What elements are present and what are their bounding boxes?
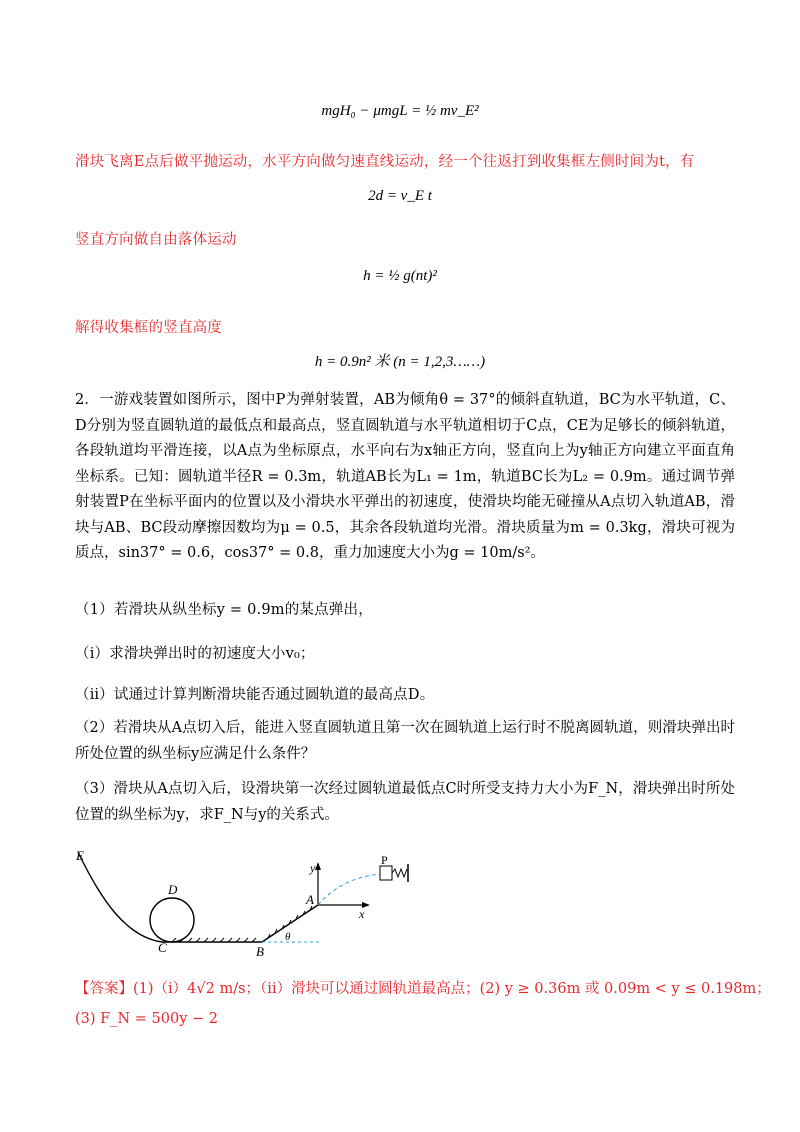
label-c: C — [158, 940, 167, 955]
answer-tag: 【答案】 — [75, 981, 133, 997]
question-3: （3）滑块从A点切入后，设滑块第一次经过圆轨道最低点C时所受支持力大小为F_N，滑块弹出时所处位置的纵坐标为y，求F_N与y的关系式。 — [75, 781, 735, 823]
launcher-p — [380, 866, 392, 880]
label-p: P — [381, 853, 388, 867]
curved-track-ce — [78, 852, 262, 942]
answer-line-2: (3) F_N = 500y − 2 — [75, 1011, 218, 1027]
energy-equation: mgH₀ − μmgL = ½ mv_E² — [321, 103, 479, 119]
label-y: y — [310, 861, 316, 875]
label-theta: θ — [285, 931, 291, 943]
result-equation: h = 0.9n² 米 (n = 1,2,3……) — [314, 354, 486, 370]
answer-line-1 — [75, 976, 771, 1003]
solve-text: 解得收集框的竖直高度 — [75, 320, 222, 336]
vertical-equation: h = ½ g(nt)² — [363, 268, 437, 284]
label-x: x — [359, 907, 365, 921]
label-b: B — [256, 944, 264, 959]
question-1: （1）若滑块从纵坐标y = 0.9m的某点弹出， — [75, 602, 373, 618]
label-e: E — [76, 848, 84, 863]
question-1-ii: （ⅱ）试通过计算判断滑块能否通过圆轨道的最高点D。 — [75, 687, 435, 703]
circular-track — [150, 898, 194, 942]
question-2: （2）若滑块从A点切入后，能进入竖直圆轨道且第一次在圆轨道上运行时不脱离圆轨道，则滑块弹出时所处位置的纵坐标y应满足什么条件？ — [75, 720, 735, 762]
track-diagram — [72, 842, 432, 960]
label-a: A — [306, 892, 314, 907]
trajectory — [318, 874, 382, 905]
answer-text-1: (1)（ⅰ）4√2 m/s；（ⅱ）滑块可以通过圆轨道最高点；(2) y ≥ 0.36m 或 0.09m < y ≤ 0.198m； — [133, 981, 771, 997]
label-d: D — [168, 882, 178, 897]
question-1-i: （ⅰ）求滑块弹出时的初速度大小v₀； — [75, 646, 315, 662]
horizontal-equation: 2d = v_E t — [368, 188, 432, 204]
projectile-text: 滑块飞离E点后做平抛运动，水平方向做匀速直线运动，经一个往返打到收集框左侧时间为t，有 — [75, 154, 695, 170]
vertical-text: 竖直方向做自由落体运动 — [75, 232, 237, 248]
problem-stem: 2．一游戏装置如图所示，图中P为弹射装置，AB为倾角θ = 37°的倾斜直轨道，BC为水平轨道，C、D分别为竖直圆轨道的最低点和最高点，竖直圆轨道与水平轨道相切于C点，CE为足够长的倾斜轨道，各段轨道均平滑连接，以A点为坐标原点，水平向右为x轴正方向，竖直向上为y轴正方向建立平面直角坐标系。已知：圆轨道半径R = 0.3m，轨道AB长为L₁ = 1m，轨道BC长为L₂ = 0.9m。通过调节弹射装置P在坐标平面内的位置以及小滑块水平弹出的初速度，使滑块均能无碰撞从A点切入轨道AB，滑块与AB、BC段动摩擦因数均为μ = 0.5，其余各段轨道均光滑。滑块质量为m = 0.3kg，滑块可视为质点，sin37° = 0.6，cos37° = 0.8，重力加速度大小为g = 10m/s²。 — [75, 392, 735, 561]
